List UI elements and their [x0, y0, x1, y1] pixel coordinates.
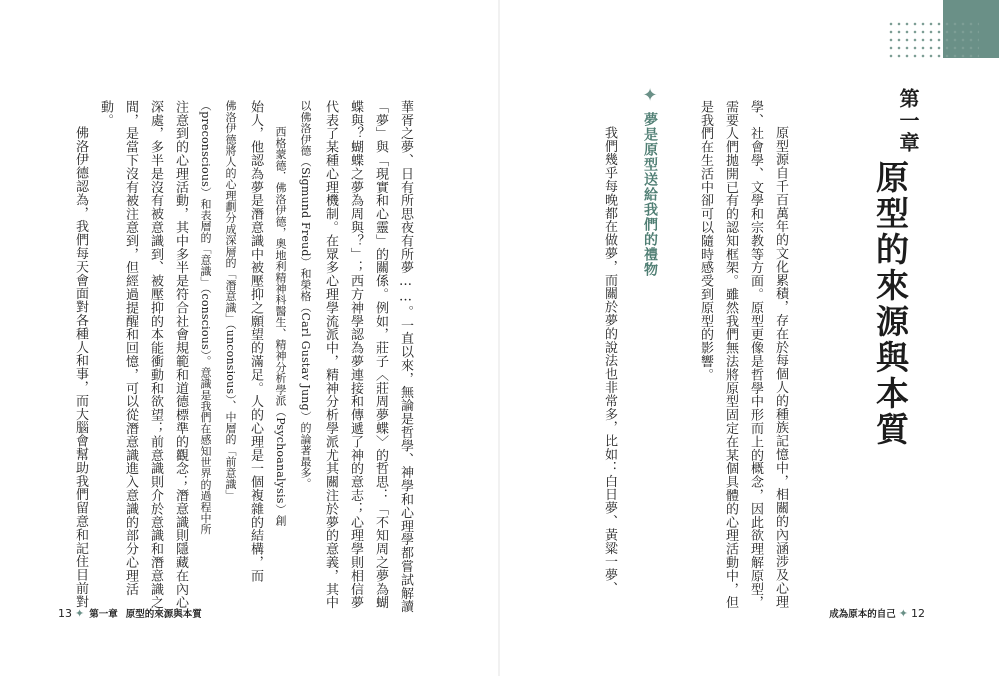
- paragraph-column: 西格蒙德．佛洛伊德，奧地利精神科醫生、精神分析學派（Psychoanalysis）創: [274, 126, 287, 526]
- four-point-star-icon: ✦: [898, 607, 908, 620]
- left-page: [0, 0, 499, 676]
- paragraph-column: 學、社會學、文學和宗教等方面。原型更像是哲學中形而上的概念，因此欲理解原型，: [748, 100, 763, 610]
- paragraph-column: 間，是當下沒有被注意到，但經過提醒和回憶，可以從潛意識進入意識的部分心理活: [123, 100, 138, 596]
- left-folio: [58, 606, 202, 622]
- paragraph-column: 蝶與？蝴蝶之夢為周與？」；西方神學認為夢連接和傳遞了神的意志；心理學則相信夢: [348, 100, 363, 610]
- section-subheading: 夢是原型送給我們的禮物: [642, 112, 658, 277]
- folio-chapter: 第一章: [89, 609, 118, 620]
- paragraph-column: 需要人們拋開已有的認知框架。雖然我們無法將原型固定在某個具體的心理活動中，但: [723, 100, 738, 610]
- folio-chapter-title: 原型的來源與本質: [125, 609, 202, 620]
- four-point-star-icon: ✦: [642, 85, 658, 106]
- paragraph-column: 代表了某種心理機制。在眾多心理學流派中，精神分析學派尤其關注於夢的意義，其中: [323, 100, 338, 610]
- paragraph-column: 原型源自千百萬年的文化累積，存在於每個人的種族記憶中，相關的內涵涉及心理: [773, 126, 788, 609]
- paragraph-column: 華胥之夢、日有所思夜有所夢……。一直以來，無論是哲學、神學和心理學都嘗試解讀: [398, 100, 413, 614]
- folio-page-number: 12: [911, 607, 925, 620]
- paragraph-column: 動。: [98, 100, 113, 127]
- paragraph-column: 注意到的心理活動，其中多半是符合社會規範和道德標準的觀念；潛意識則隱藏在內心: [173, 100, 188, 610]
- right-folio: [827, 606, 925, 622]
- chapter-title: 原型的來源與本質: [871, 160, 910, 448]
- chapter-number: 第一章: [896, 88, 920, 154]
- folio-page-number: 13: [58, 607, 72, 620]
- right-page: [500, 0, 999, 676]
- paragraph-column: 我們幾乎每晚都在做夢，而關於夢的說法也非常多，比如：白日夢、黃粱一夢、: [602, 126, 617, 595]
- paragraph-column: 深處，多半是沒有被意識到、被壓抑的本能衝動和欲望；前意識則介於意識和潛意識之: [148, 100, 163, 610]
- paragraph-column: 以佛洛伊德（Sigmund Freud）和榮格（Carl Gustav Jung）的論著最多。: [299, 100, 312, 490]
- paragraph-column: 佛洛伊德將人的心理劃分成深層的「潛意識」（unconsious）、中層的「前意識」: [224, 100, 237, 501]
- paragraph-column: 「夢」與「現實和心靈」的關係。例如，莊子〈莊周夢蝶〉的哲思：「不知周之夢為蝴: [373, 100, 388, 610]
- paragraph-column: 是我們在生活中卻可以隨時感受到原型的影響。: [698, 100, 713, 382]
- four-point-star-icon: ✦: [75, 607, 85, 620]
- paragraph-column: 始人，他認為夢是潛意識中被壓抑之願望的滿足。人的心理是一個複雜的結構，而: [248, 100, 263, 583]
- paragraph-column: 佛洛伊德認為，我們每天會面對各種人和事，而大腦會幫助我們留意和記住目前對: [73, 126, 88, 609]
- folio-book-title: 成為原本的自己: [829, 609, 896, 620]
- paragraph-column: （preconscious）和表層的「意識」（conscious）。意識是我們在感知世界的過程中所: [199, 100, 212, 535]
- dot-grid-ornament: [887, 20, 979, 60]
